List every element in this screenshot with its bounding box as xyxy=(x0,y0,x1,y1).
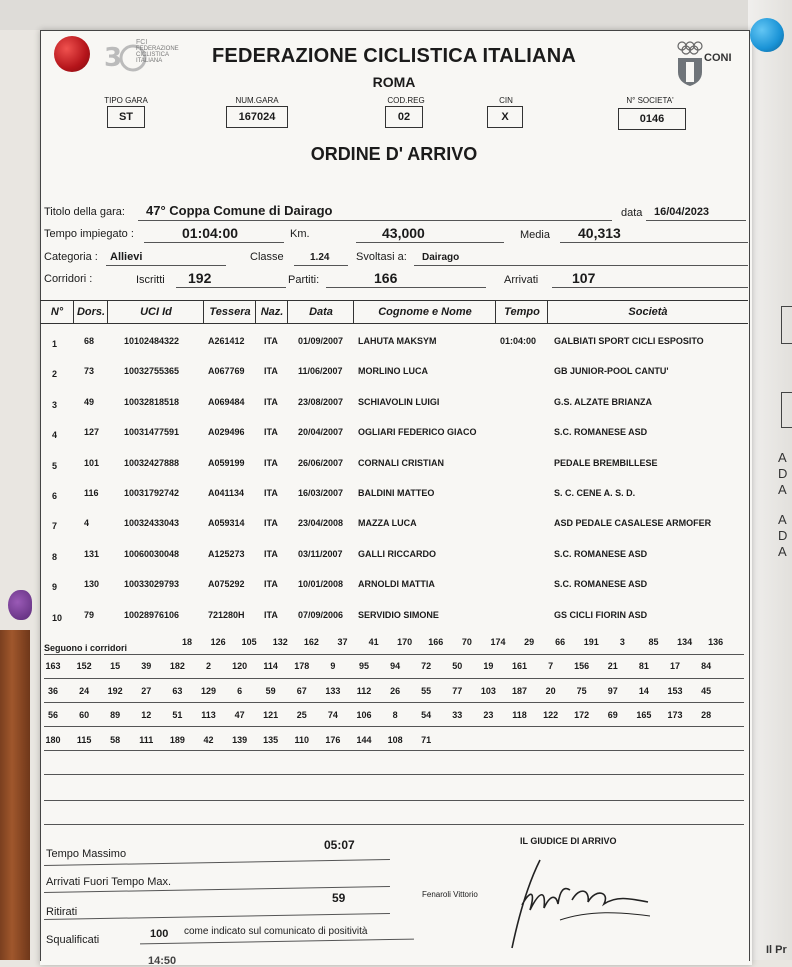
follower-number: 3 xyxy=(619,637,625,647)
coni-logo-text: CONI xyxy=(704,52,732,64)
km-value: 43,000 xyxy=(382,225,425,241)
col-societa: Società xyxy=(548,300,748,324)
follower-number: 170 xyxy=(397,637,413,647)
follower-number: 105 xyxy=(241,637,257,647)
table-row xyxy=(40,366,748,396)
follower-number: 85 xyxy=(648,637,659,647)
follower-number: 111 xyxy=(139,734,154,745)
follower-number: 103 xyxy=(480,685,496,696)
follower-number: 66 xyxy=(555,637,566,647)
time-value: 01:04:00 xyxy=(182,225,239,241)
table-row xyxy=(40,427,748,457)
follower-number: 163 xyxy=(45,661,61,671)
follower-number: 60 xyxy=(79,710,90,720)
follower-number: 63 xyxy=(172,685,183,696)
cell-naz: ITA xyxy=(264,366,278,377)
squalificati-note: come indicato sul comunicato di positività xyxy=(184,926,368,937)
iscritti-value: 192 xyxy=(188,270,212,286)
follower-number: 15 xyxy=(110,661,121,671)
follower-number: 67 xyxy=(296,685,307,696)
cell-dors: 79 xyxy=(84,609,95,620)
side-letters-a: A D A xyxy=(778,450,788,497)
cell-uci: 10032427888 xyxy=(124,457,180,468)
time-label: Tempo impiegato : xyxy=(44,228,134,240)
judge-name: Fenaroli Vittorio xyxy=(422,890,478,899)
follower-number: 20 xyxy=(545,685,556,696)
follower-number: 28 xyxy=(701,710,712,720)
km-label: Km. xyxy=(290,228,310,240)
cell-societa: S.C. ROMANESE ASD xyxy=(554,579,648,590)
col-tempo: Tempo xyxy=(496,300,548,324)
follower-number: 51 xyxy=(172,710,183,720)
media-value: 40,313 xyxy=(578,225,621,241)
follower-number: 81 xyxy=(638,661,649,671)
fuori-tempo-label: Arrivati Fuori Tempo Max. xyxy=(46,876,172,888)
cell-societa: GALBIATI SPORT CICLI ESPOSITO xyxy=(554,336,704,346)
col-data: Data xyxy=(288,300,354,324)
arrivati-value: 107 xyxy=(572,270,596,286)
cell-uci: 10028976106 xyxy=(124,609,180,620)
cell-nome: GALLI RICCARDO xyxy=(358,548,436,559)
cell-nome: MORLINO LUCA xyxy=(358,366,428,377)
document-title: ORDINE D' ARRIVO xyxy=(310,144,478,164)
judge-signature xyxy=(500,850,650,960)
follower-number: 39 xyxy=(141,661,152,671)
media-label: Media xyxy=(520,229,550,241)
tempo-massimo-label: Tempo Massimo xyxy=(46,848,127,860)
code-label-num-gara: NUM.GARA xyxy=(235,96,279,105)
cell-data: 16/03/2007 xyxy=(298,488,344,498)
code-value-cod-reg: 02 xyxy=(385,106,423,128)
follower-number: 166 xyxy=(428,637,444,647)
cell-dors: 130 xyxy=(84,579,100,590)
race-date-label: data xyxy=(621,207,643,219)
table-row xyxy=(40,579,748,609)
follower-number: 14 xyxy=(638,685,649,696)
federation-city: ROMA xyxy=(372,74,416,90)
cell-n: 5 xyxy=(52,460,58,471)
col-uci: UCI Id xyxy=(108,300,204,324)
table-row xyxy=(40,397,748,427)
follower-number: 54 xyxy=(421,710,432,720)
follower-number: 56 xyxy=(47,710,58,720)
cell-data: 26/06/2007 xyxy=(298,457,344,468)
cell-naz: ITA xyxy=(264,457,278,468)
category-value: Allievi xyxy=(110,251,143,263)
follower-number: 24 xyxy=(79,685,90,696)
wall-top xyxy=(0,0,792,30)
side-letters-b: A D A xyxy=(778,512,788,559)
cell-n: 2 xyxy=(52,369,58,380)
arrivati-label: Arrivati xyxy=(504,274,539,286)
table-row xyxy=(40,336,748,366)
bottom-time: 14:50 xyxy=(148,955,177,967)
classe-label: Classe xyxy=(250,251,284,263)
table-row xyxy=(40,549,748,579)
follower-number: 132 xyxy=(272,637,288,647)
cell-nome: SERVIDIO SIMONE xyxy=(358,609,439,620)
followers-label: Seguono i corridori xyxy=(44,643,128,653)
cell-nome: SCHIAVOLIN LUIGI xyxy=(358,396,440,407)
cell-societa: G.S. ALZATE BRIANZA xyxy=(554,396,652,407)
follower-number: 29 xyxy=(524,637,535,647)
classe-value: 1.24 xyxy=(310,252,330,263)
follower-number: 59 xyxy=(265,685,276,696)
code-label-cin: CIN xyxy=(499,96,513,105)
cell-naz: ITA xyxy=(264,336,278,346)
follower-number: 37 xyxy=(337,637,348,647)
cell-tessera: A075292 xyxy=(208,579,245,590)
follower-number: 2 xyxy=(205,661,211,671)
follower-number: 97 xyxy=(607,685,618,696)
follower-number: 126 xyxy=(210,637,226,647)
cell-uci: 10102484322 xyxy=(124,336,180,346)
cell-n: 7 xyxy=(52,521,58,532)
follower-number: 174 xyxy=(490,637,506,647)
cell-dors: 49 xyxy=(84,396,95,407)
cell-data: 11/06/2007 xyxy=(298,366,343,377)
race-date-value: 16/04/2023 xyxy=(654,206,710,218)
partiti-label: Partiti: xyxy=(288,274,320,286)
red-push-pin xyxy=(54,36,90,72)
follower-number: 187 xyxy=(511,685,528,696)
partiti-value: 166 xyxy=(374,270,398,286)
follower-number: 178 xyxy=(294,661,310,671)
code-label-societa: N° SOCIETA' xyxy=(626,96,674,105)
cell-uci: 10032755365 xyxy=(124,366,180,377)
cell-n: 10 xyxy=(52,612,63,623)
follower-number: 136 xyxy=(708,637,724,647)
follower-number: 12 xyxy=(141,710,152,720)
cell-n: 3 xyxy=(52,399,58,410)
follower-number: 133 xyxy=(325,685,341,696)
follower-number: 120 xyxy=(232,661,248,671)
category-label: Categoria : xyxy=(44,251,98,263)
ritirati-value: 59 xyxy=(332,891,346,905)
wooden-board-edge xyxy=(0,630,30,960)
follower-number: 19 xyxy=(483,661,494,671)
col-tessera: Tessera xyxy=(204,300,256,324)
cell-data: 20/04/2007 xyxy=(298,427,344,438)
cell-uci: 10031477591 xyxy=(124,427,180,438)
svoltasi-value: Dairago xyxy=(422,252,460,263)
cell-data: 10/01/2008 xyxy=(298,579,344,590)
table-row xyxy=(40,458,748,488)
cell-naz: ITA xyxy=(264,518,278,529)
cell-dors: 131 xyxy=(84,548,100,559)
cell-dors: 127 xyxy=(84,427,100,438)
follower-number: 156 xyxy=(574,661,590,671)
side-corner-text: Il Pr xyxy=(766,944,787,956)
cell-n: 8 xyxy=(52,551,58,562)
follower-number: 26 xyxy=(390,685,401,696)
cell-societa: S. C. CENE A. S. D. xyxy=(554,488,636,498)
table-row xyxy=(40,518,748,548)
follower-number: 36 xyxy=(47,685,58,696)
cell-n: 9 xyxy=(52,582,58,593)
cell-nome: ARNOLDI MATTIA xyxy=(358,579,435,590)
follower-number: 106 xyxy=(356,710,372,720)
squalificati-label: Squalificati xyxy=(46,934,100,946)
follower-number: 112 xyxy=(356,685,372,696)
follower-number: 162 xyxy=(303,637,319,647)
follower-number: 45 xyxy=(701,685,712,696)
cell-n: 6 xyxy=(52,491,58,501)
cell-nome: CORNALI CRISTIAN xyxy=(358,457,444,468)
cell-uci: 10033029793 xyxy=(124,579,180,590)
cell-dors: 116 xyxy=(84,488,99,498)
cell-tessera: A261412 xyxy=(208,336,245,346)
follower-number: 70 xyxy=(461,637,472,647)
follower-number: 165 xyxy=(636,710,652,720)
follower-number: 113 xyxy=(201,710,216,720)
col-n: N° xyxy=(40,300,74,324)
cell-societa: S.C. ROMANESE ASD xyxy=(554,427,648,438)
cell-data: 23/08/2007 xyxy=(298,396,344,407)
follower-number: 129 xyxy=(200,685,217,696)
cell-naz: ITA xyxy=(264,488,278,498)
col-naz: Naz. xyxy=(256,300,288,324)
follower-number: 114 xyxy=(263,661,278,671)
follower-number: 77 xyxy=(452,685,463,696)
code-value-num-gara: 167024 xyxy=(226,106,288,128)
squalificati-value: 100 xyxy=(150,928,169,940)
follower-number: 21 xyxy=(607,661,618,671)
follower-number: 71 xyxy=(421,734,432,745)
tempo-massimo-value: 05:07 xyxy=(324,838,355,852)
cell-tessera: A041134 xyxy=(208,488,245,498)
cell-uci: 10031792742 xyxy=(124,488,180,498)
cell-naz: ITA xyxy=(264,396,278,407)
cell-nome: OGLIARI FEDERICO GIACO xyxy=(358,427,477,438)
race-title-label: Titolo della gara: xyxy=(44,206,125,218)
cell-nome: LAHUTA MAKSYM xyxy=(358,336,437,346)
follower-number: 75 xyxy=(576,685,587,696)
code-label-tipo-gara: TIPO GARA xyxy=(104,96,148,105)
follower-number: 89 xyxy=(110,710,121,720)
purple-push-pin xyxy=(8,590,32,620)
follower-number: 23 xyxy=(483,710,494,720)
cell-dors: 4 xyxy=(84,518,90,529)
arrival-order-sheet xyxy=(40,30,752,965)
follower-number: 118 xyxy=(512,710,527,720)
follower-number: 94 xyxy=(390,661,401,671)
follower-number: 17 xyxy=(669,661,680,671)
code-value-tipo-gara: ST xyxy=(107,106,145,128)
follower-number: 6 xyxy=(237,685,243,696)
cell-naz: ITA xyxy=(264,609,278,620)
cell-naz: ITA xyxy=(264,427,278,438)
table-row xyxy=(40,610,748,640)
follower-number: 47 xyxy=(234,710,245,720)
cell-nome: BALDINI MATTEO xyxy=(358,488,435,498)
cell-data: 07/09/2006 xyxy=(298,609,344,620)
svoltasi-label: Svoltasi a: xyxy=(356,251,407,263)
follower-number: 58 xyxy=(110,734,121,745)
follower-number: 172 xyxy=(574,710,590,720)
follower-number: 115 xyxy=(76,734,92,745)
follower-number: 72 xyxy=(421,661,432,671)
follower-number: 192 xyxy=(107,685,123,696)
follower-number: 182 xyxy=(169,661,185,671)
ritirati-label: Ritirati xyxy=(46,906,78,918)
cell-dors: 68 xyxy=(84,336,95,346)
col-dors: Dors. xyxy=(74,300,108,324)
follower-number: 50 xyxy=(452,661,463,671)
code-label-cod-reg: COD.REG xyxy=(387,96,425,105)
corridori-label: Corridori : xyxy=(44,273,93,285)
col-nome: Cognome e Nome xyxy=(354,300,496,324)
follower-number: 42 xyxy=(203,734,214,745)
follower-number: 135 xyxy=(263,734,279,745)
cell-uci: 10032818518 xyxy=(124,396,180,407)
judge-label: IL GIUDICE DI ARRIVO xyxy=(520,836,617,846)
follower-number: 25 xyxy=(296,710,307,720)
follower-number: 108 xyxy=(387,734,403,745)
cell-dors: 101 xyxy=(84,457,100,468)
follower-number: 95 xyxy=(358,661,369,671)
cell-data: 01/09/2007 xyxy=(298,336,344,346)
follower-number: 110 xyxy=(294,734,310,745)
follower-number: 134 xyxy=(677,637,693,647)
cell-data: 03/11/2007 xyxy=(298,548,343,559)
svg-text:3: 3 xyxy=(104,43,123,73)
follower-number: 55 xyxy=(421,685,432,696)
follower-number: 18 xyxy=(181,637,192,647)
follower-number: 173 xyxy=(667,710,683,720)
cell-societa: ASD PEDALE CASALESE ARMOFER xyxy=(554,518,712,529)
table-row xyxy=(40,488,748,518)
federation-title: FEDERAZIONE CICLISTICA ITALIANA xyxy=(212,45,576,67)
follower-number: 152 xyxy=(76,661,92,671)
cell-societa: S.C. ROMANESE ASD xyxy=(554,548,648,559)
follower-number: 33 xyxy=(452,710,463,720)
follower-number: 191 xyxy=(583,637,599,647)
iscritti-label: Iscritti xyxy=(136,274,165,286)
cell-societa: GS CICLI FIORIN ASD xyxy=(554,609,648,620)
cell-tessera: 721280H xyxy=(208,609,245,620)
follower-number: 180 xyxy=(45,734,61,745)
follower-number: 189 xyxy=(169,734,185,745)
follower-number: 144 xyxy=(356,734,372,745)
follower-number: 27 xyxy=(141,685,152,696)
cell-tempo: 01:04:00 xyxy=(500,336,537,346)
follower-number: 74 xyxy=(327,710,338,720)
follower-number: 122 xyxy=(543,710,559,720)
follower-number: 84 xyxy=(701,661,712,671)
cell-naz: ITA xyxy=(264,548,278,559)
follower-number: 7 xyxy=(548,661,554,671)
code-value-societa: 0146 xyxy=(618,108,686,130)
cell-uci: 10032433043 xyxy=(124,518,180,529)
cell-tessera: A059314 xyxy=(208,518,245,529)
follower-number: 9 xyxy=(330,661,336,671)
cell-nome: MAZZA LUCA xyxy=(358,518,417,529)
blue-push-pin xyxy=(750,18,784,52)
fci-logo-text: FCI FEDERAZIONE CICLISTICA ITALIANA xyxy=(136,39,179,64)
follower-number: 69 xyxy=(607,710,618,720)
side-box-2 xyxy=(781,392,792,428)
cell-dors: 73 xyxy=(84,366,95,377)
cell-n: 4 xyxy=(52,430,58,441)
code-value-cin: X xyxy=(487,106,523,128)
cell-n: 1 xyxy=(52,339,58,349)
follower-number: 8 xyxy=(392,710,398,720)
cell-tessera: A069484 xyxy=(208,396,245,407)
cell-tessera: A029496 xyxy=(208,427,245,438)
follower-number: 41 xyxy=(368,637,379,647)
cell-societa: PEDALE BREMBILLESE xyxy=(554,457,658,468)
follower-number: 153 xyxy=(667,685,683,696)
cell-tessera: A125273 xyxy=(208,548,245,559)
cell-tessera: A059199 xyxy=(208,457,245,468)
cell-tessera: A067769 xyxy=(208,366,245,377)
follower-number: 139 xyxy=(232,734,248,745)
follower-number: 121 xyxy=(263,710,279,720)
race-title-value: 47° Coppa Comune di Dairago xyxy=(146,203,333,218)
follower-number: 176 xyxy=(325,734,341,745)
cell-naz: ITA xyxy=(264,579,278,590)
cell-uci: 10060030048 xyxy=(124,548,180,559)
follower-number: 161 xyxy=(511,661,528,671)
cell-societa: GB JUNIOR-POOL CANTU' xyxy=(554,366,669,377)
side-box-1 xyxy=(781,306,792,344)
cell-data: 23/04/2008 xyxy=(298,518,344,529)
